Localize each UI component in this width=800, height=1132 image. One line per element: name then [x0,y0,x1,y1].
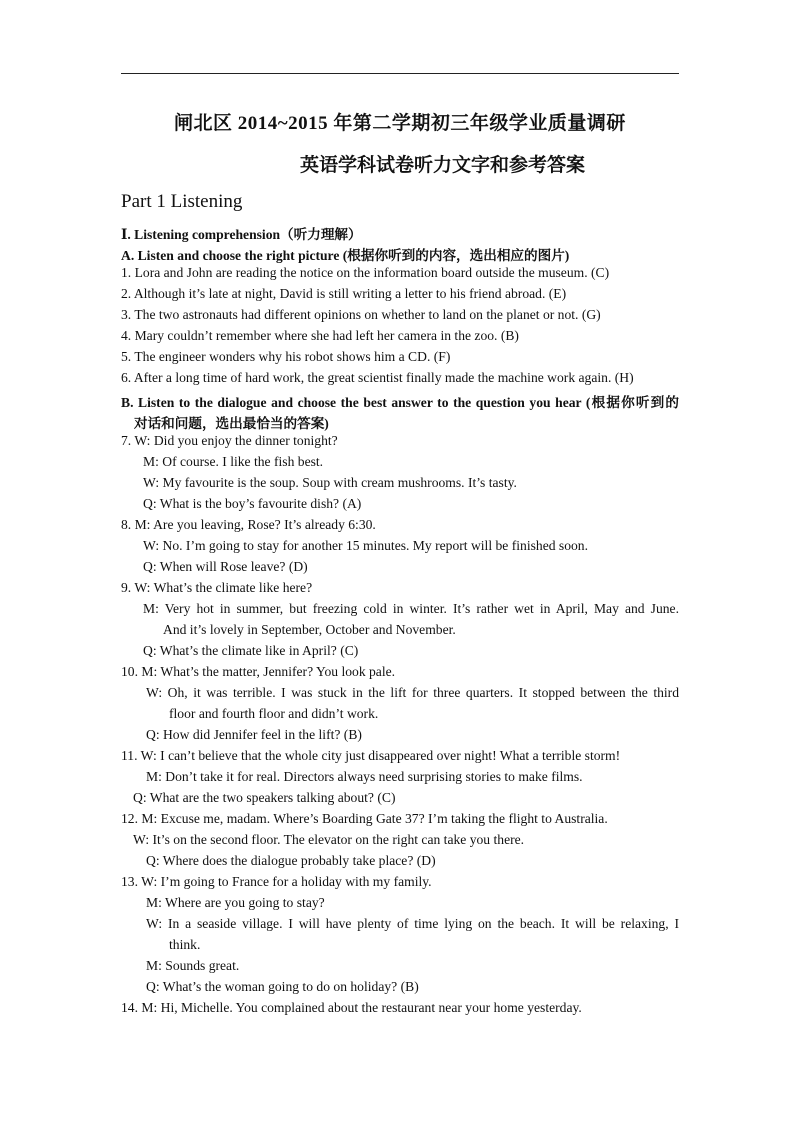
dialogue-line: Q: When will Rose leave? (D) [143,559,308,574]
dialogue-line: 14. M: Hi, Michelle. You complained about the restaurant near your home yesterday. [121,1000,582,1015]
section-heading: Ⅰ. Listening comprehension（听力理解） [121,227,362,242]
dialogue-line: 11. W: I can’t believe that the whole city just disappeared over night! What a terrible storm! [121,748,621,763]
document-title: 闸北区 2014~2015 年第二学期初三年级学业质量调研 [174,113,626,134]
dialogue-line: Q: What are the two speakers talking about? (C) [133,790,396,805]
dialogue-line: Q: What is the boy’s favourite dish? (A) [143,496,362,511]
list-item: 4. Mary couldn’t remember where she had left her camera in the zoo. (B) [121,328,519,343]
dialogue-line: Q: What’s the climate like in April? (C) [143,643,359,658]
dialogue-line: M: Where are you going to stay? [146,895,325,910]
list-item: 1. Lora and John are reading the notice on the information board outside the museum. (C) [121,265,610,280]
dialogue-line: M: Don’t take it for real. Directors always need surprising stories to make films. [146,769,583,784]
dialogue-line: W: It’s on the second floor. The elevator on the right can take you there. [133,832,525,847]
dialogue-line: 8. M: Are you leaving, Rose? It’s already 6:30. [121,517,376,532]
dialogue-line: 13. W: I’m going to France for a holiday with my family. [121,874,432,889]
dialogue-line: M: Of course. I like the fish best. [143,454,324,469]
dialogue-line: Q: What’s the woman going to do on holiday? (B) [146,979,419,994]
dialogue-line: And it’s lovely in September, October and November. [163,622,456,637]
header-rule [121,73,679,74]
dialogue-line: M: Very hot in summer, but freezing cold in winter. It’s rather wet in April, May and June. [143,601,679,616]
dialogue-line: M: Sounds great. [146,958,240,973]
part-heading: Part 1 Listening [121,191,243,212]
dialogue-line: Q: How did Jennifer feel in the lift? (B) [146,727,362,742]
dialogue-line: floor and fourth floor and didn’t work. [169,706,379,721]
list-item: 6. After a long time of hard work, the great scientist finally made the machine work again. (H) [121,370,634,385]
section-b-heading: B. Listen to the dialogue and choose the best answer to the question you hear (根据你听到的 [121,395,679,410]
dialogue-line: W: No. I’m going to stay for another 15 minutes. My report will be finished soon. [143,538,588,553]
list-item: 3. The two astronauts had different opinions on whether to land on the planet or not. (G) [121,307,601,322]
dialogue-line: 9. W: What’s the climate like here? [121,580,313,595]
list-item: 5. The engineer wonders why his robot shows him a CD. (F) [121,349,451,364]
dialogue-line: W: My favourite is the soup. Soup with cream mushrooms. It’s tasty. [143,475,517,490]
dialogue-line: 10. M: What’s the matter, Jennifer? You look pale. [121,664,396,679]
list-item: 2. Although it’s late at night, David is still writing a letter to his friend abroad. (E) [121,286,567,301]
section-b-heading-cont: 对话和问题，选出最恰当的答案) [134,416,329,431]
dialogue-line: W: Oh, it was terrible. I was stuck in the lift for three quarters. It stopped between the third [146,685,679,700]
dialogue-line: 7. W: Did you enjoy the dinner tonight? [121,433,338,448]
dialogue-line: think. [169,937,201,952]
document-subtitle: 英语学科试卷听力文字和参考答案 [300,155,586,176]
dialogue-line: W: In a seaside village. I will have plenty of time lying on the beach. It will be relaxing, I [146,916,679,931]
dialogue-line: 12. M: Excuse me, madam. Where’s Boarding Gate 37? I’m taking the flight to Australia. [121,811,608,826]
section-a-heading: A. Listen and choose the right picture (根据你听到的内容，选出相应的图片) [121,248,570,263]
dialogue-line: Q: Where does the dialogue probably take place? (D) [146,853,436,868]
